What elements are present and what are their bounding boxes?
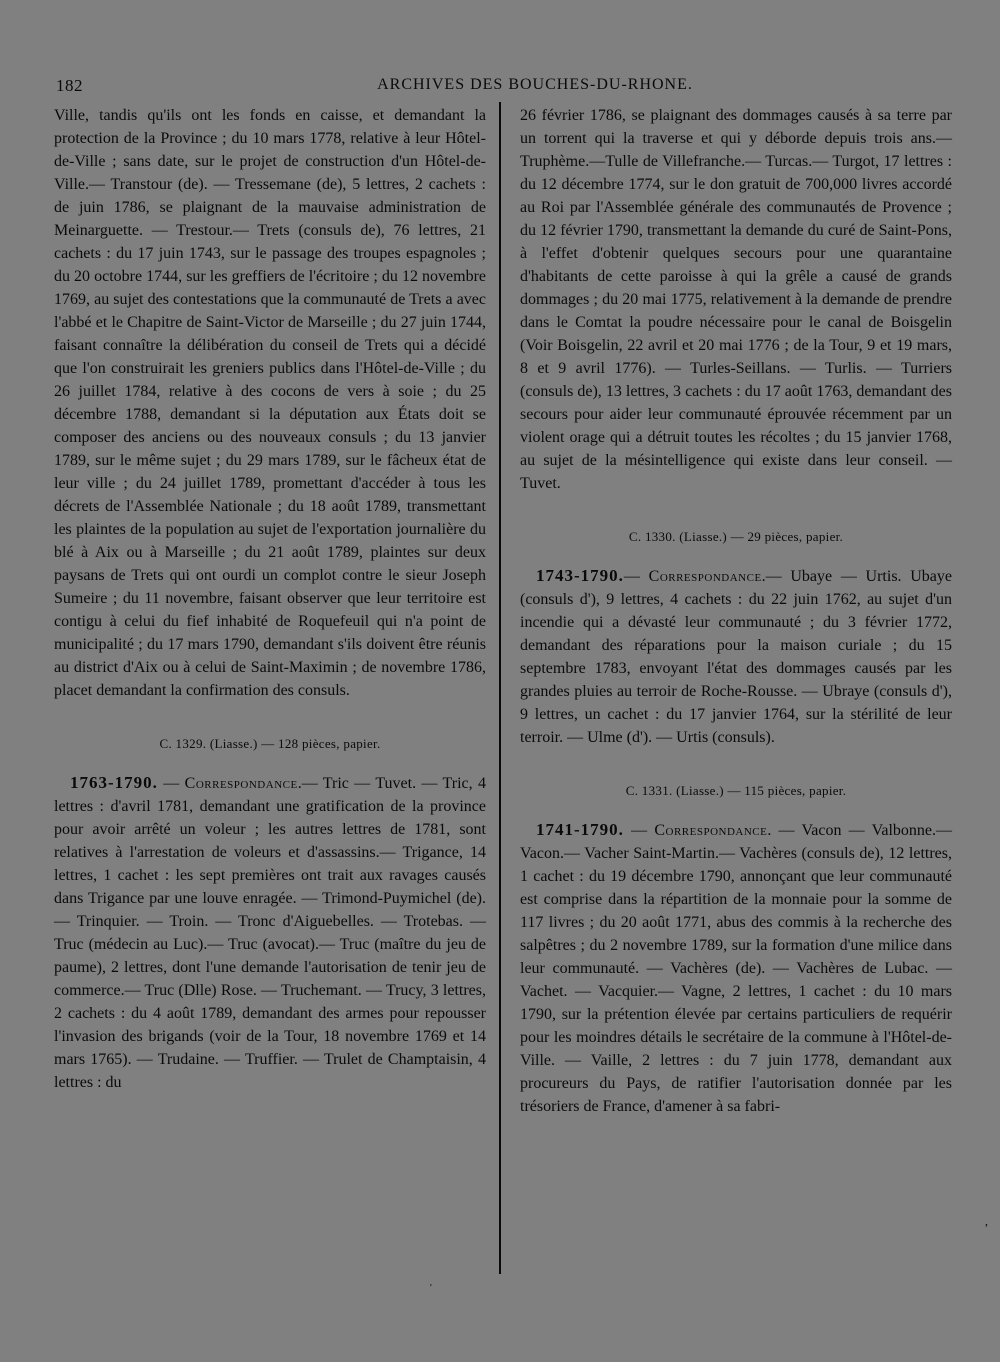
entry-1763-1790 [54, 771, 486, 1094]
entry-1741-1790 [520, 818, 952, 1118]
bottom-tick-mark: ' [430, 1283, 432, 1294]
entry-dash: — [623, 822, 655, 839]
entry-1743-1790 [520, 564, 952, 749]
right-column [520, 104, 952, 1118]
left-continuation-text: Ville, tandis qu'ils ont les fonds en caisse, et demandant la protection de la Province ; du 10 mars 1778, relative à leur Hôtel-de-Ville ; sans date, sur le projet de construction d'un Hôtel-de-Ville.— Transtour (de). — Tressemane (de), 5 lettres, 2 cachets : de juin 1786, se plaignant de la mauvaise administration de Meinarguette. — Trestour.— Trets (consuls de), 76 lettres, 21 cachets : du 17 juin 1743, sur le passage des troupes espagnoles ; du 20 octobre 1744, sur les greffiers de l'écritoire ; du 12 novembre 1769, au sujet des contestations que la communauté de Trets a avec l'abbé et le Chapitre de Saint-Victor de Marseille ; du 27 juin 1744, faisant connaître la délibération du conseil de Trets qui a décidé que l'on construirait les greniers publics dans l'Hôtel-de-Ville ; du 26 juillet 1784, relative à des cocons de vers à soie ; du 25 décembre 1788, demandant si la députation aux États doit se composer des anciens ou des nouveaux consuls ; du 13 janvier 1789, sur le même sujet ; du 29 mars 1789, sur le fâcheux état de leur ville ; du 24 juillet 1789, promettant d'accéder à tous les décrets de l'Assemblée Nationale ; du 18 août 1789, transmettant les plaintes de la population au sujet de l'exportation journalière du blé à Aix ou à Marseille ; du 21 août 1789, plaintes sur deux paysans de Trets qui ont ourdi un complot contre le sieur Joseph Sumeire ; du 11 novembre, faisant observer que leur territoire est contigu à celui du fief inhabité de Roquefeuil qui n'a point de municipalité ; du 17 mars 1790, demandant s'ils doivent être réunis au district d'Aix ou à celui de Saint-Maximin ; de novembre 1786, placet demandant la confirmation des consuls. [54, 107, 486, 699]
page-number: 182 [56, 76, 83, 95]
edge-tick-mark: , [985, 1214, 988, 1228]
left-column [54, 104, 486, 1094]
entry-date-range: 1763-1790. [70, 773, 158, 792]
entry-text: . — Vacon — Valbonne.— Vacon.— Vacher Saint-Martin.— Vachères (consuls de), 12 lettres, 1 cachet : du 19 décembre 1790, annonçant que leur communauté est comprise dans la répartition de la monnaie pour la somme de 117 livres ; du 20 août 1771, abus des commis à la recherche des salpêtres ; du 2 novembre 1789, sur la formation d'une milice dans leur communauté. — Vachères (de). — Vachères de Lubac. — Vachet. — Vacquier.— Vagne, 2 lettres, 1 cachet : du 10 mars 1790, sur la prétention élevée par certains particuliers de requérir pour les moindres détails le secrétaire de la commune à l'Hôtel-de-Ville. — Vaille, 2 lettres : du 7 juin 1778, demandant aux procureurs du Pays, de ratifier l'autorisation donnée par les trésoriers de France, d'amener à sa fabri- [520, 822, 952, 1115]
liasse-note-1331: C. 1331. (Liasse.) — 115 pièces, papier. [625, 783, 847, 798]
entry-date-range: 1741-1790. [536, 820, 624, 839]
liasse-note-1330: C. 1330. (Liasse.) — 29 pièces, papier. [628, 529, 844, 544]
entry-title: Correspondance [654, 822, 768, 839]
column-divider [499, 102, 501, 1274]
liasse-note-1329: C. 1329. (Liasse.) — 128 pièces, papier. [159, 736, 381, 751]
right-continuation-text: 26 février 1786, se plaignant des dommages causés à sa terre par un torrent qui la traverse et qui y déborde depuis trois ans.—Truphème.—Tulle de Villefranche.— Turcas.— Turgot, 17 lettres : du 12 décembre 1774, sur le don gratuit de 700,000 livres accordé au Roi par l'Assemblée générale des communautés de Provence ; du 12 février 1790, transmettant la demande du curé de Saint-Pons, à l'effet d'obtenir quelques secours pour une quarantaine d'habitants de cette paroisse à qui la grêle a causé de grands dommages ; du 20 mai 1775, relativement à la demande de prendre dans le Comtat la poudre nécessaire pour le canal de Boisgelin (Voir Boisgelin, 22 avril et 20 mai 1776 ; de la Tour, 9 et 19 mars, 8 et 9 avril 1776). — Turles-Seillans. — Turlis. — Turriers (consuls de), 13 lettres, 3 cachets : du 17 août 1763, demandant des secours pour aider leur communauté éprouvée récemment par un violent orage qui a détruit toutes les récoltes ; du 15 janvier 1768, au sujet de la mésintelligence qui existe dans leur conseil. — Tuvet. [520, 107, 952, 492]
running-head: ARCHIVES DES BOUCHES-DU-RHONE. [377, 76, 693, 93]
entry-dash: — [157, 775, 185, 792]
entry-text: .— Tric — Tuvet. — Tric, 4 lettres : d'avril 1781, demandant une gratification de la province pour avoir arrêté un voleur ; les autres lettres de 1781, sont relatives à l'arrestation de voleurs et d'assassins.— Trigance, 14 lettres, 1 cachet : les sept premières ont trait aux ravages causés dans Trigance par une louve enragée. — Trimond-Puymichel (de). — Trinquier. — Troin. — Tronc d'Aiguebelles. — Trotebas. — Truc (médecin au Luc).— Truc (avocat).— Truc (maître du jeu de paume), 2 lettres, dont l'une demande l'autorisation de tenir jeu de commerce.— Truc (Dlle) Rose. — Truchemant. — Trucy, 3 lettres, 2 cachets : du 4 août 1789, demandant des armes pour repousser l'invasion des brigands (voir de la Tour, 18 novembre 1769 et 14 mars 1765). — Trudaine. — Truffier. — Trulet de Champtaisin, 4 lettres : du [54, 775, 487, 1091]
entry-date-range: 1743-1790. [536, 566, 624, 585]
entry-dash: — [623, 568, 649, 585]
entry-text: .— Ubaye — Urtis. Ubaye (consuls d'), 9 lettres, 4 cachets : du 22 juin 1762, au sujet d'un incendie qui a dévasté leur communauté ; du 3 février 1772, demandant des réparations pour la maison curiale ; du 15 septembre 1783, envoyant l'état des dommages causés par les grandes pluies au terroir de Roche-Rousse. — Ubraye (consuls d'), 9 lettres, un cachet : du 17 janvier 1764, sur la stérilité de leur terroir. — Ulme (d'). — Urtis (consuls). [520, 568, 953, 746]
entry-title: Correspondance [648, 568, 762, 585]
entry-title: Correspondance [184, 775, 298, 792]
